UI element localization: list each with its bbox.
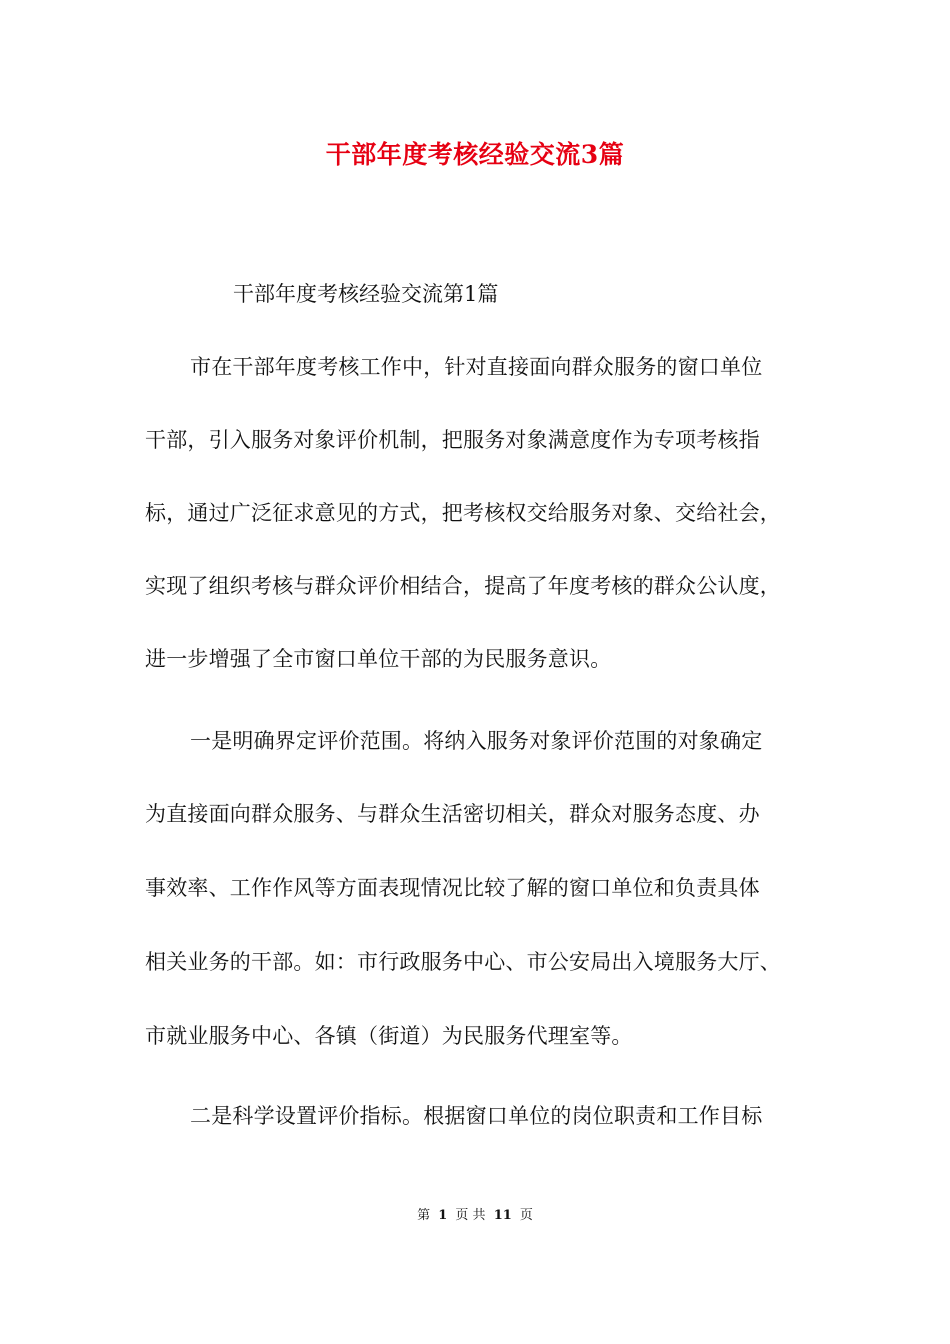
paragraph-line: 进一步增强了全市窗口单位干部的为民服务意识。 xyxy=(145,647,612,671)
current-page-number: 1 xyxy=(438,1208,448,1223)
paragraph-line: 相关业务的干部。如：市行政服务中心、市公安局出入境服务大厅、 xyxy=(145,950,781,974)
section-subtitle: 干部年度考核经验交流第1篇 xyxy=(233,282,499,306)
total-pages-number: 11 xyxy=(493,1208,512,1223)
document-title: 干部年度考核经验交流3篇 xyxy=(325,140,625,169)
footer-suffix: 页 xyxy=(519,1208,533,1223)
paragraph-line: 实现了组织考核与群众评价相结合，提高了年度考核的群众公认度， xyxy=(145,574,781,598)
paragraph-line: 二是科学设置评价指标。根据窗口单位的岗位职责和工作目标 xyxy=(190,1104,763,1128)
paragraph-line: 标，通过广泛征求意见的方式，把考核权交给服务对象、交给社会， xyxy=(145,501,781,525)
paragraph-line: 事效率、工作作风等方面表现情况比较了解的窗口单位和负责具体 xyxy=(145,876,760,900)
paragraph-line: 为直接面向群众服务、与群众生活密切相关，群众对服务态度、办 xyxy=(145,802,760,826)
paragraph-line: 市就业服务中心、各镇（街道）为民服务代理室等。 xyxy=(145,1024,633,1048)
footer-middle: 页 共 xyxy=(455,1208,486,1223)
paragraph-line: 干部，引入服务对象评价机制，把服务对象满意度作为专项考核指 xyxy=(145,428,760,452)
page-footer xyxy=(0,1207,950,1225)
footer-prefix: 第 xyxy=(417,1208,431,1223)
paragraph-line: 市在干部年度考核工作中，针对直接面向群众服务的窗口单位 xyxy=(190,355,763,379)
paragraph-line: 一是明确界定评价范围。将纳入服务对象评价范围的对象确定 xyxy=(190,729,763,753)
